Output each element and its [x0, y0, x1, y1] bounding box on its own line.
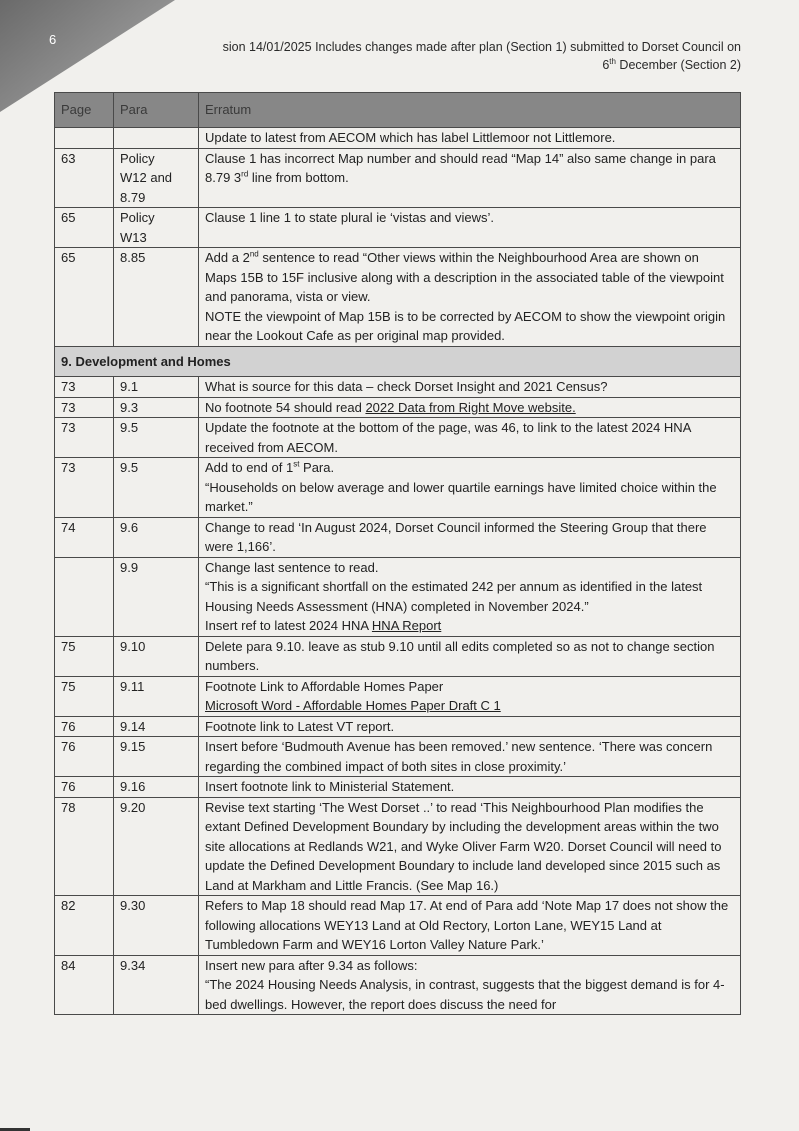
erratum-sup: nd — [249, 249, 259, 259]
cell-para: 9.14 — [114, 716, 199, 737]
erratum-text: Clause 1 has incorrect Map number and should read “Map 14” also same change in para 8.79 3 — [205, 150, 716, 185]
cell-para — [114, 128, 199, 149]
cell-page: 75 — [55, 636, 114, 676]
cell-erratum: Update the footnote at the bottom of the page, was 46, to link to the latest 2024 HNA received from AECOM. — [199, 418, 741, 458]
cell-para: 9.34 — [114, 955, 199, 1015]
cell-erratum: Clause 1 line 1 to state plural ie ‘vistas and views’. — [199, 208, 741, 248]
cell-erratum — [199, 248, 741, 347]
cell-erratum: Revise text starting ‘The West Dorset ..’ to read ‘This Neighbourhood Plan modifies the extant Defined Development Boundary by including the development areas within the two site allocations at Redlands W21, and Wyke Oliver Farm W20. Dorset Council will need to update the Defined Development Boundary to include land developed since 2015 such as Land at Markham and Little Francis. (See Map 16.) — [199, 797, 741, 896]
erratum-text: Change last sentence to read. — [205, 559, 379, 575]
cell-para: 9.9 — [114, 557, 199, 636]
table-row — [55, 557, 741, 636]
right-move-link[interactable]: 2022 Data from Right Move website. — [365, 399, 576, 415]
erratum-text: Add a 2 — [205, 250, 250, 265]
table-row — [55, 128, 741, 149]
cell-page: 82 — [55, 896, 114, 956]
cell-para: 9.30 — [114, 896, 199, 956]
section-heading-row — [55, 346, 741, 377]
erratum-text: Para. — [299, 460, 335, 475]
cell-para-line: W13 — [120, 229, 147, 245]
header-line-1: sion 14/01/2025 Includes changes made after plan (Section 1) submitted to Dorset Council on — [222, 40, 741, 54]
cell-page: 73 — [55, 397, 114, 418]
table-row — [55, 716, 741, 737]
table-row — [55, 248, 741, 347]
cell-erratum — [199, 458, 741, 518]
cell-page: 84 — [55, 955, 114, 1015]
header-line-2 — [101, 56, 741, 74]
table-row — [55, 896, 741, 956]
table-row — [55, 208, 741, 248]
cell-page: 76 — [55, 737, 114, 777]
cell-page — [55, 128, 114, 149]
cell-para: 9.5 — [114, 458, 199, 518]
table-row — [55, 377, 741, 398]
table-row — [55, 737, 741, 777]
table-row — [55, 517, 741, 557]
erratum-sup: rd — [241, 169, 249, 179]
erratum-sup: st — [293, 459, 300, 469]
header-date-rest: December (Section 2) — [615, 58, 741, 72]
cell-para: 9.5 — [114, 418, 199, 458]
errata-table — [54, 92, 741, 1015]
erratum-text: Insert ref to latest 2024 HNA — [205, 618, 372, 633]
cell-page: 65 — [55, 248, 114, 347]
erratum-text: Footnote Link to Affordable Homes Paper — [205, 678, 444, 694]
header-page: Page — [55, 93, 114, 128]
hna-report-link[interactable]: HNA Report — [371, 618, 442, 633]
table-row — [55, 458, 741, 518]
cell-erratum: Delete para 9.10. leave as stub 9.10 until all edits completed so as not to change section numbers. — [199, 636, 741, 676]
table-row — [55, 955, 741, 1015]
erratum-ref-line — [205, 616, 734, 636]
erratum-text: No footnote 54 should read — [205, 399, 366, 415]
cell-erratum: Insert before ‘Budmouth Avenue has been removed.’ new sentence. ‘There was concern regarding the combined impact of both sites in close proximity.’ — [199, 737, 741, 777]
cell-page: 76 — [55, 716, 114, 737]
cell-para-line: Policy — [120, 210, 155, 225]
cell-erratum: What is source for this data – check Dorset Insight and 2021 Census? — [199, 377, 741, 398]
cell-erratum: Refers to Map 18 should read Map 17. At end of Para add ‘Note Map 17 does not show the following allocations WEY13 Land at Old Rectory, Lorton Lane, WEY15 Land at Tumbledown Farm and WEY16 Lorton Valley Nature Park.’ — [199, 896, 741, 956]
cell-page: 73 — [55, 418, 114, 458]
cell-erratum: Change to read ‘In August 2024, Dorset Council informed the Steering Group that there were 1,166’. — [199, 517, 741, 557]
erratum-text: Add to end of 1 — [205, 460, 294, 475]
erratum-text: Insert new para after 9.34 as follows: — [205, 957, 418, 973]
table-row — [55, 397, 741, 418]
cell-erratum: Insert footnote link to Ministerial Statement. — [199, 777, 741, 798]
erratum-quote: “The 2024 Housing Needs Analysis, in contrast, suggests that the biggest demand is for 4-bed dwellings. However, the report does discuss the need for — [205, 977, 725, 1012]
cell-para: 9.6 — [114, 517, 199, 557]
cell-page: 73 — [55, 458, 114, 518]
cell-para — [114, 208, 199, 248]
cell-erratum — [199, 148, 741, 208]
cell-para: 9.1 — [114, 377, 199, 398]
erratum-note: NOTE the viewpoint of Map 15B is to be corrected by AECOM to show the viewpoint origin near the Lookout Cafe as per original map provided. — [205, 308, 726, 343]
header-para: Para — [114, 93, 199, 128]
table-header-row — [55, 93, 741, 128]
page-number: 6 — [49, 32, 57, 47]
cell-para — [114, 148, 199, 208]
affordable-homes-link[interactable]: Microsoft Word - Affordable Homes Paper Draft C 1 — [205, 698, 501, 713]
cell-para: 9.11 — [114, 676, 199, 716]
cell-page: 76 — [55, 777, 114, 798]
cell-erratum — [199, 557, 741, 636]
cell-page: 78 — [55, 797, 114, 896]
table-row — [55, 797, 741, 896]
header-day: 6 — [602, 58, 610, 72]
erratum-text: line from bottom. — [248, 170, 349, 185]
cell-page — [55, 557, 114, 636]
cell-para: 8.85 — [114, 248, 199, 347]
table-row — [55, 777, 741, 798]
cell-page: 75 — [55, 676, 114, 716]
erratum-text: sentence to read “Other views within the Neighbourhood Area are shown on Maps 15B to 15F inclusive along with a description in the associated table of the viewpoint and panorama, vista or view. — [205, 250, 724, 304]
header-day-suffix: th — [609, 56, 616, 66]
cell-page: 73 — [55, 377, 114, 398]
erratum-quote: “Households on below average and lower quartile earnings have limited choice within the market.” — [205, 479, 717, 514]
cell-para-line: 8.79 — [120, 189, 146, 205]
table-row — [55, 636, 741, 676]
cell-para: 9.20 — [114, 797, 199, 896]
cell-para: 9.16 — [114, 777, 199, 798]
table-row — [55, 676, 741, 716]
cell-para-line: W12 and — [120, 170, 173, 185]
page-header — [101, 38, 741, 74]
cell-erratum — [199, 676, 741, 716]
cell-page: 63 — [55, 148, 114, 208]
cell-erratum: Update to latest from AECOM which has label Littlemoor not Littlemore. — [199, 128, 741, 149]
cell-erratum — [199, 955, 741, 1015]
table-row — [55, 148, 741, 208]
cell-para: 9.3 — [114, 397, 199, 418]
section-heading: 9. Development and Homes — [55, 346, 741, 377]
cell-para: 9.10 — [114, 636, 199, 676]
cell-erratum — [199, 397, 741, 418]
table-row — [55, 418, 741, 458]
cell-para: 9.15 — [114, 737, 199, 777]
cell-para-line: Policy — [120, 150, 155, 166]
cell-erratum: Footnote link to Latest VT report. — [199, 716, 741, 737]
erratum-quote: “This is a significant shortfall on the estimated 242 per annum as identified in the latest Housing Needs Assessment (HNA) completed in November 2024.” — [205, 579, 703, 614]
cell-page: 65 — [55, 208, 114, 248]
header-erratum: Erratum — [199, 93, 741, 128]
cell-page: 74 — [55, 517, 114, 557]
